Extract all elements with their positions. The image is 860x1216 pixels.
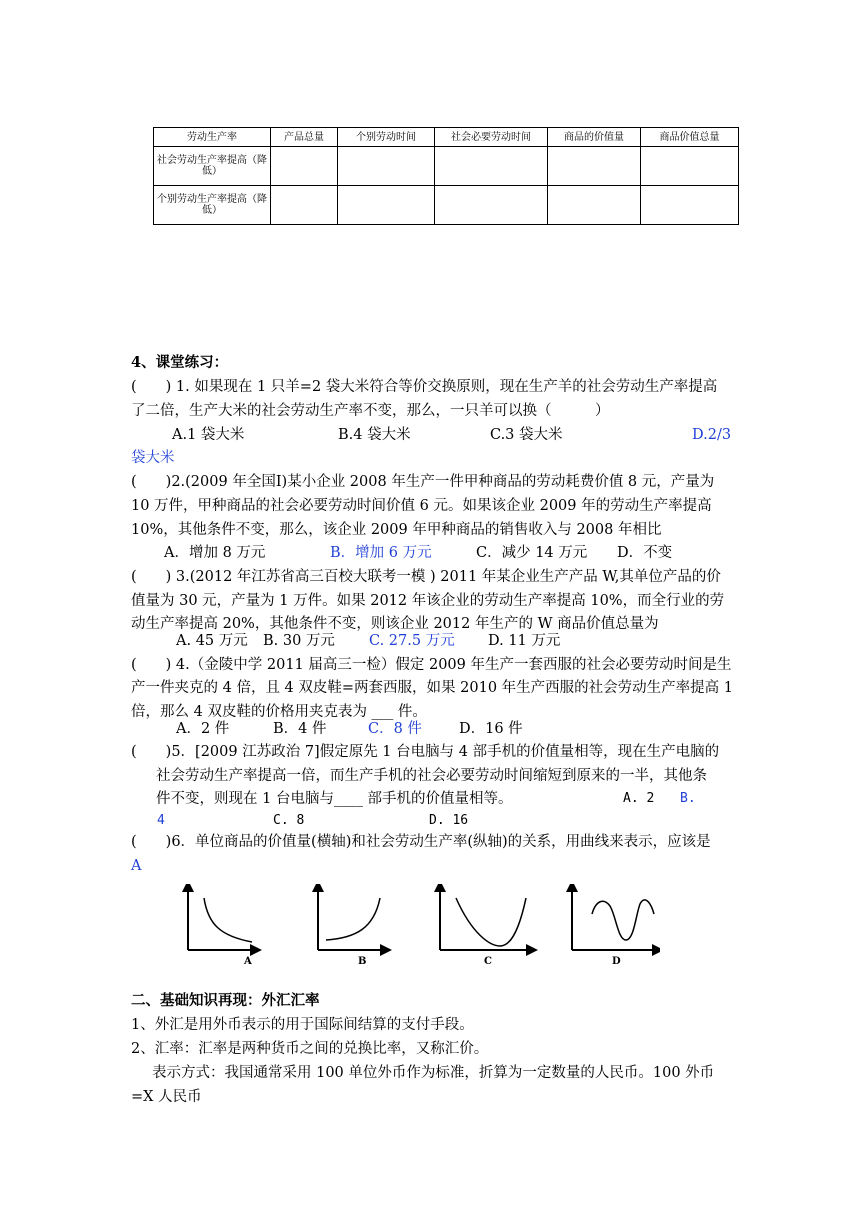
section-title: 二、基础知识再现：外汇汇率	[131, 992, 320, 1009]
q2-option-a: A．增加 8 万元	[164, 545, 266, 561]
q6-answer: A	[131, 858, 142, 874]
question-3-line: 动生产率提高 20%，其他条件不变，则该企业 2012 年生产的 W 商品价值总量为	[131, 616, 659, 632]
table-header: 商品的价值量	[548, 128, 641, 147]
q5-option-b: B.	[680, 791, 696, 806]
q5-option-d: D. 16	[429, 813, 469, 828]
table-cell	[641, 147, 739, 186]
paragraph: 2、汇率：汇率是两种货币之间的兑换比率，又称汇价。	[131, 1041, 489, 1057]
section-title: 4、课堂练习：	[131, 354, 229, 371]
q4-option-b: B．4 件	[273, 721, 327, 737]
paragraph: 1、外汇是用外币表示的用于国际间结算的支付手段。	[131, 1017, 474, 1033]
q1-option-a: A.1 袋大米	[172, 427, 245, 443]
q1-option-d-cont: 袋大米	[131, 450, 175, 466]
question-6-line: ( )6．单位商品的价值量(横轴)和社会劳动生产率(纵轴)的关系，用曲线来表示，应该是	[131, 834, 711, 850]
table-cell	[271, 186, 338, 225]
graph-label: D	[612, 956, 621, 966]
q5-option-a: A. 2	[623, 791, 655, 806]
question-2-line: 10%，其他条件不变，那么，该企业 2009 年甲种商品的销售收入与 2008 年相比	[131, 522, 662, 538]
table-cell	[548, 186, 641, 225]
q3-option-d: D. 11 万元	[488, 633, 561, 649]
graph-label: A	[244, 956, 252, 966]
graph-a	[188, 886, 256, 966]
table-header: 产品总量	[271, 128, 338, 147]
q2-option-d: D．不变	[617, 545, 673, 561]
question-5-line: 件不变，则现在 1 台电脑与____ 部手机的价值量相等。	[156, 791, 513, 807]
graph-d	[572, 886, 658, 966]
table-cell	[435, 186, 548, 225]
question-1-line: 了二倍，生产大米的社会劳动生产率不变，那么，一只羊可以换（ ）	[131, 403, 610, 419]
table-row-label: 个别劳动生产率提高（降低）	[154, 186, 271, 225]
paragraph: =X 人民币	[131, 1089, 202, 1105]
paragraph: 表示方式：我国通常采用 100 单位外币作为标准，折算为一定数量的人民币。100 外币	[152, 1065, 715, 1081]
question-5-line: ( )5．[2009 江苏政治 7]假定原先 1 台电脑与 4 部手机的价值量相等，现在生产电脑的	[131, 744, 720, 760]
table-row-label: 社会劳动生产率提高（降低）	[154, 147, 271, 186]
table-cell	[271, 147, 338, 186]
question-4-line: 倍，那么 4 双皮鞋的价格用夹克表为 ___ 件。	[131, 704, 427, 720]
question-2-line: 10 万件，甲种商品的社会必要劳动时间价值 6 元。如果该企业 2009 年的劳动生产率提高	[131, 498, 712, 514]
q5-option-c: C. 8	[273, 813, 305, 828]
q4-option-c: C．8 件	[368, 721, 422, 737]
table-header: 商品价值总量	[641, 128, 739, 147]
table-cell	[641, 186, 739, 225]
q1-option-c: C.3 袋大米	[490, 427, 563, 443]
question-5-line: 社会劳动生产率提高一倍，而生产手机的社会必要劳动时间缩短到原来的一半，其他条	[156, 768, 707, 784]
table-header: 社会必要劳动时间	[435, 128, 548, 147]
question-3-line: 值量为 30 元，产量为 1 万件。如果 2012 年该企业的劳动生产率提高 10%，而全行业的劳	[131, 593, 725, 609]
table-cell	[435, 147, 548, 186]
q3-option-b: B. 30 万元	[263, 633, 335, 649]
q5-option-b-cont: 4	[157, 813, 165, 828]
graph-label: B	[358, 956, 367, 966]
labor-productivity-table	[153, 127, 739, 225]
table-cell	[548, 147, 641, 186]
table-header: 劳动生产率	[154, 128, 271, 147]
q3-option-a: A. 45 万元	[176, 633, 248, 649]
q2-option-b: B．增加 6 万元	[330, 545, 432, 561]
curve-graphs	[180, 884, 660, 966]
q1-option-d: D.2/3	[692, 427, 732, 443]
q1-option-b: B.4 袋大米	[338, 427, 411, 443]
q4-option-d: D．16 件	[459, 721, 523, 737]
graph-b	[318, 886, 386, 966]
table-cell	[338, 147, 435, 186]
question-3-line: ( ) 3.(2012 年江苏省高三百校大联考一模 ) 2011 年某企业生产产品 W,其单位产品的价	[131, 569, 721, 585]
graph-c	[440, 886, 532, 966]
q4-option-a: A．2 件	[176, 721, 230, 737]
table-header: 个别劳动时间	[338, 128, 435, 147]
question-4-line: 产一件夹克的 4 倍，且 4 双皮鞋=两套西服，如果 2010 年生产西服的社会劳动生产率提高 1	[131, 680, 733, 696]
question-1-line: ( ) 1. 如果现在 1 只羊=2 袋大米符合等价交换原则，现在生产羊的社会劳动生产率提高	[131, 379, 718, 395]
question-2-line: ( )2.(2009 年全国Ⅰ)某小企业 2008 年生产一件甲种商品的劳动耗费价值 8 元，产量为	[131, 474, 715, 490]
question-4-line: ( ) 4.（金陵中学 2011 届高三一检）假定 2009 年生产一套西服的社会必要劳动时间是生	[131, 657, 732, 673]
q3-option-c: C. 27.5 万元	[369, 633, 455, 649]
table-cell	[338, 186, 435, 225]
graph-label: C	[484, 956, 492, 966]
q2-option-c: C．减少 14 万元	[476, 545, 588, 561]
